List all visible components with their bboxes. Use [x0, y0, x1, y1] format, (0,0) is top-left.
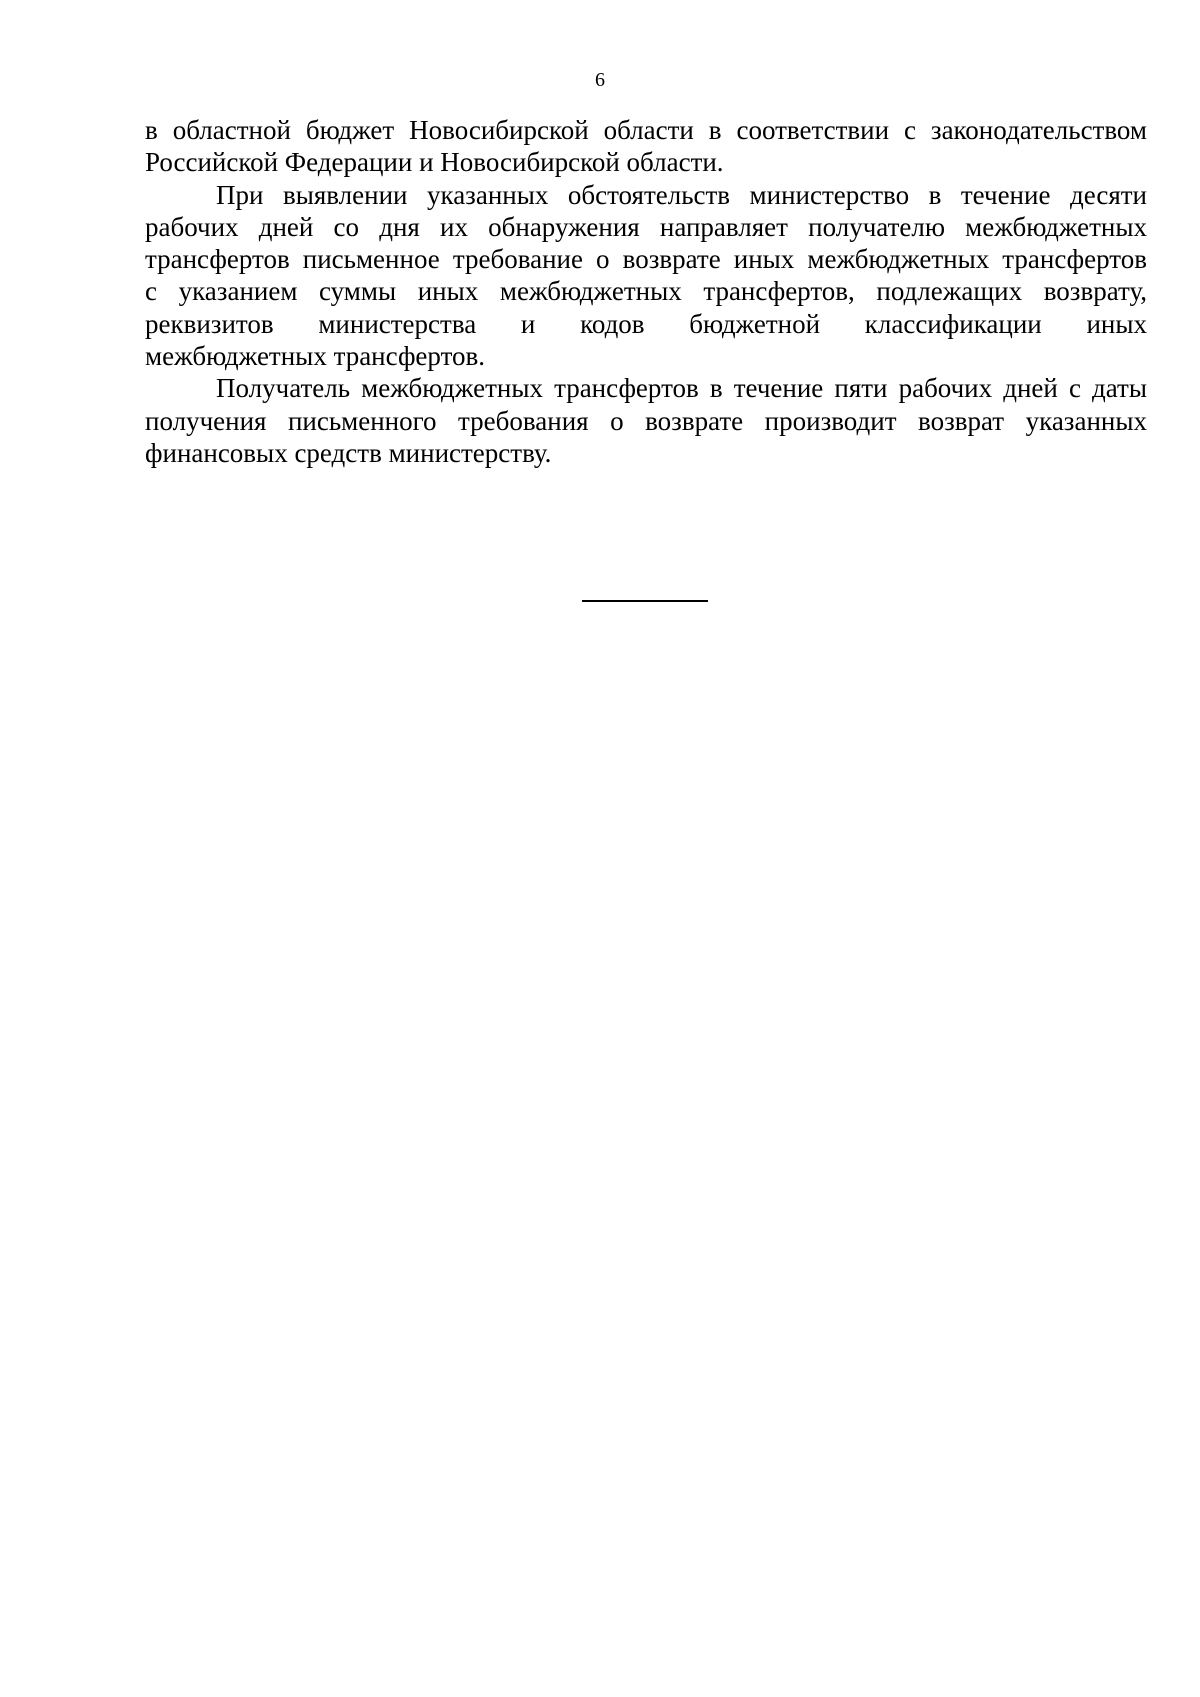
text-line: рабочих дней со дня их обнаружения направляет получателю межбюджетных [145, 211, 1147, 242]
page-number: 6 [595, 69, 605, 91]
paragraph-1 [145, 114, 1147, 179]
text-line: трансфертов письменное требование о возврате иных межбюджетных трансфертов [145, 244, 1147, 275]
text-line: в областной бюджет Новосибирской области в соответствии с законодательством [145, 115, 1147, 145]
paragraph-3 [145, 372, 1147, 469]
text-line: Получатель межбюджетных трансфертов в течение пяти рабочих дней с даты [216, 373, 1147, 404]
text-line: реквизитов министерства и кодов бюджетной классификации иных [145, 308, 1147, 339]
document-body [145, 114, 1147, 469]
text-line: межбюджетных трансфертов. [145, 341, 486, 372]
text-line: Российской Федерации и Новосибирской области. [145, 147, 724, 178]
text-line: с указанием суммы иных межбюджетных трансфертов, подлежащих возврату, [145, 276, 1147, 307]
text-line: При выявлении указанных обстоятельств министерство в течение десяти [216, 179, 1147, 210]
text-line: получения письменного требования о возврате производит возврат указанных [145, 405, 1147, 436]
text-line: финансовых средств министерству. [145, 437, 552, 468]
paragraph-2 [145, 179, 1147, 373]
end-of-document-rule [582, 600, 708, 602]
